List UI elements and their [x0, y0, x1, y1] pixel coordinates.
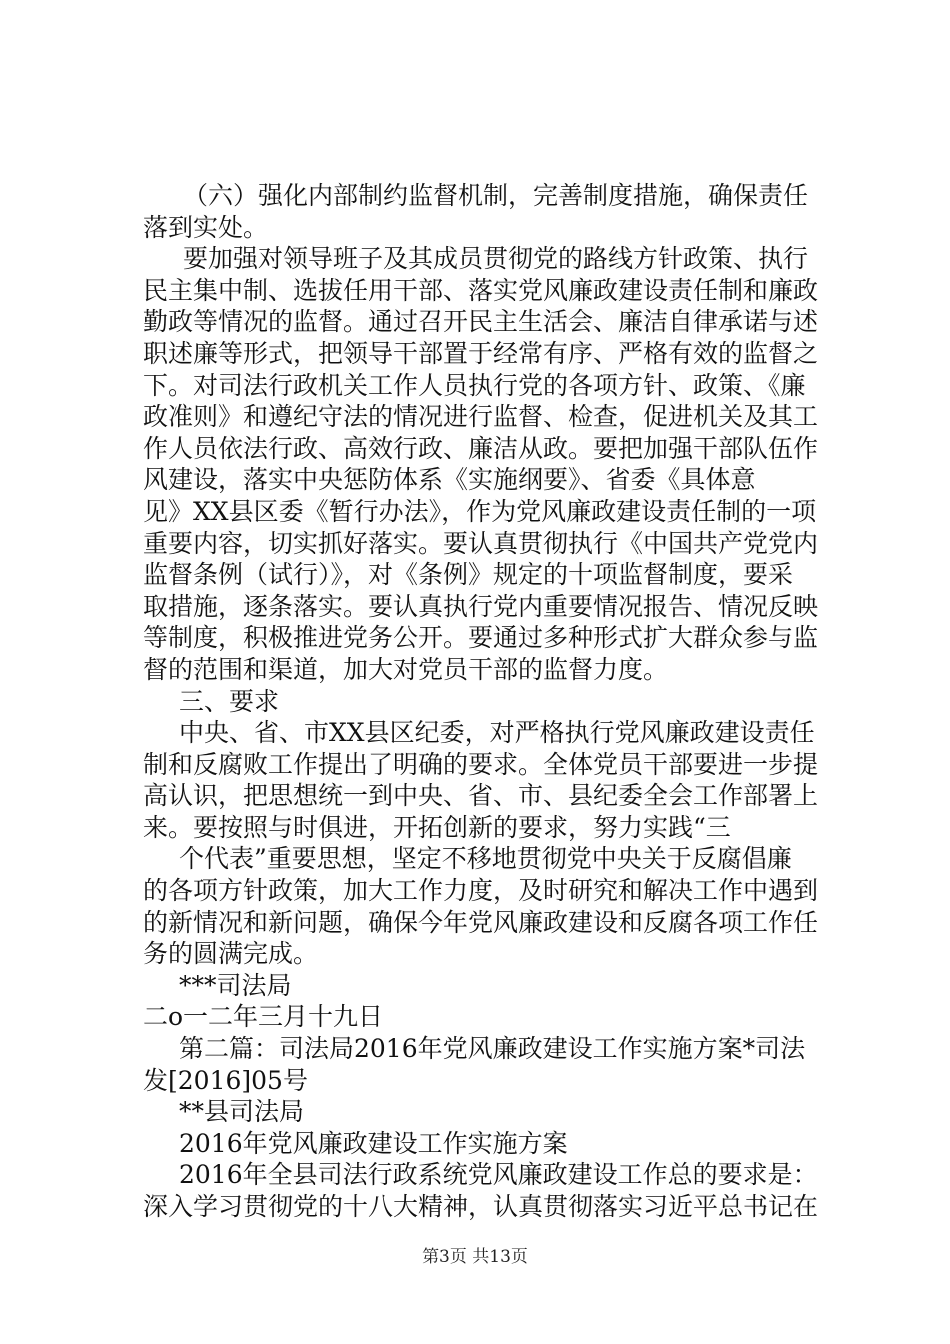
document-number: 发[2016]05号	[143, 1065, 308, 1095]
text-line: 民主集中制、选拔任用干部、落实党风廉政建设责任制和廉政	[143, 275, 819, 305]
text-line: 制和反腐败工作提出了明确的要求。全体党员干部要进一步提	[143, 749, 819, 779]
text-line: 的新情况和新问题，确保今年党风廉政建设和反腐各项工作任	[143, 907, 819, 937]
document-body	[143, 180, 843, 1223]
text-line: 督的范围和渠道，加大对党员干部的监督力度。	[143, 654, 669, 684]
text-line: 重要内容，切实抓好落实。要认真贯彻执行《中国共产党党内	[143, 528, 819, 558]
text-line: 监督条例（试行）》，对《条例》规定的十项监督制度，要采	[143, 560, 794, 590]
page-footer: 第3页 共13页	[422, 1247, 528, 1267]
part-title: 第二篇：司法局2016年党风廉政建设工作实施方案*司法	[179, 1034, 806, 1064]
text-line: 见》XX县区委《暂行办法》，作为党风廉政建设责任制的一项	[143, 496, 817, 526]
text-line: 来。要按照与时俱进，开拓创新的要求，努力实践“三	[143, 812, 731, 842]
issuer: **县司法局	[179, 1097, 305, 1127]
text-line: 等制度，积极推进党务公开。要通过多种形式扩大群众参与监	[143, 623, 819, 653]
text-line: 取措施，逐条落实。要认真执行党内重要情况报告、情况反映	[143, 591, 819, 621]
text-line: 务的圆满完成。	[143, 939, 319, 969]
text-line: 深入学习贯彻党的十八大精神，认真贯彻落实习近平总书记在	[143, 1192, 819, 1221]
text-line: 落到实处。	[143, 212, 269, 242]
text-line: 高认识，把思想统一到中央、省、市、县纪委全会工作部署上	[143, 781, 819, 811]
text-line: 下。对司法行政机关工作人员执行党的各项方针、政策、《廉	[143, 370, 806, 400]
text-line: 勤政等情况的监督。通过召开民主生活会、廉洁自律承诺与述	[143, 307, 819, 337]
section-heading: 三、要求	[179, 686, 280, 716]
text-line: 政准则》和遵纪守法的情况进行监督、检查，促进机关及其工	[143, 402, 819, 432]
plan-title: 2016年党风廉政建设工作实施方案	[179, 1128, 568, 1158]
text-line: 职述廉等形式，把领导干部置于经常有序、严格有效的监督之	[143, 338, 819, 368]
text-line: 风建设，落实中央惩防体系《实施纲要》、省委《具体意	[143, 465, 756, 495]
signature-org: ***司法局	[179, 970, 292, 1000]
text-line: 作人员依法行政、高效行政、廉洁从政。要把加强干部队伍作	[143, 433, 819, 463]
paragraph-start: 中央、省、市XX县区纪委，对严格执行党风廉政建设责任	[179, 718, 815, 748]
signature-date: 二o一二年三月十九日	[143, 1002, 384, 1032]
paragraph-start: 要加强对领导班子及其成员贯彻党的路线方针政策、执行	[183, 244, 809, 274]
text-line: 个代表”重要思想，坚定不移地贯彻党中央关于反腐倡廉	[179, 844, 792, 874]
section-heading: （六）强化内部制约监督机制，完善制度措施，确保责任	[183, 181, 809, 210]
text-line: 的各项方针政策，加大工作力度，及时研究和解决工作中遇到	[143, 876, 819, 906]
paragraph-start: 2016年全县司法行政系统党风廉政建设工作总的要求是：	[179, 1160, 818, 1190]
